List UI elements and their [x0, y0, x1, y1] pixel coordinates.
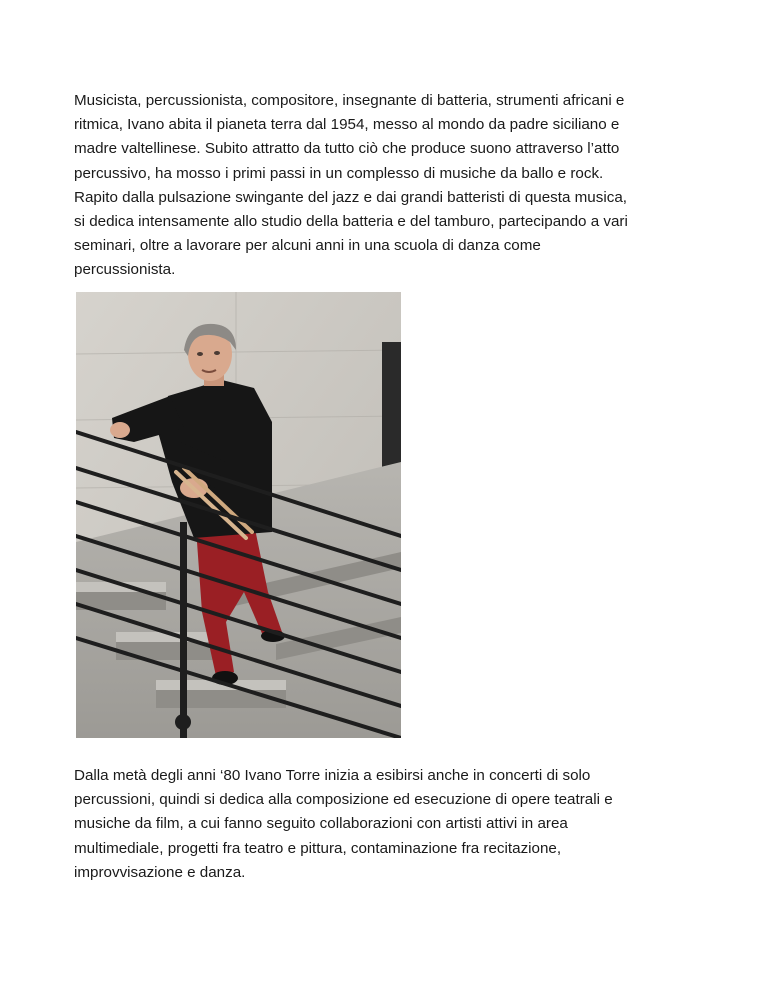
- text-line: percussivo, ha mosso i primi passi in un complesso di musiche da ballo e rock.: [74, 164, 604, 182]
- text-line: si dedica intensamente allo studio della batteria e del tamburo, partecipando a vari: [74, 213, 628, 231]
- text-line: Rapito dalla pulsazione swingante del jazz e dai grandi batteristi di questa musica,: [74, 188, 627, 206]
- text-line: madre valtellinese. Subito attratto da tutto ciò che produce suono attraverso l’atto: [74, 140, 620, 158]
- portrait-photo: [76, 292, 401, 738]
- text-line: seminari, oltre a lavorare per alcuni anni in una scuola di danza come: [74, 237, 541, 255]
- text-line: improvvisazione e danza.: [74, 863, 246, 881]
- text-line: musiche da film, a cui fanno seguito collaborazioni con artisti attivi in area: [74, 815, 568, 833]
- text-line: percussioni, quindi si dedica alla composizione ed esecuzione di opere teatrali e: [74, 791, 613, 809]
- text-line: Musicista, percussionista, compositore, insegnante di batteria, strumenti africani e: [74, 92, 625, 109]
- text-line: percussionista.: [74, 261, 176, 279]
- biography-paragraph-2: [74, 764, 704, 885]
- biography-paragraph-1: [74, 89, 704, 283]
- text-line: multimediale, progetti fra teatro e pittura, contaminazione fra recitazione,: [74, 839, 562, 857]
- portrait-illustration: [76, 292, 401, 738]
- text-line: ritmica, Ivano abita il pianeta terra dal 1954, messo al mondo da padre siciliano e: [74, 116, 620, 134]
- text-line: Dalla metà degli anni ‘80 Ivano Torre inizia a esibirsi anche in concerti di solo: [74, 767, 591, 784]
